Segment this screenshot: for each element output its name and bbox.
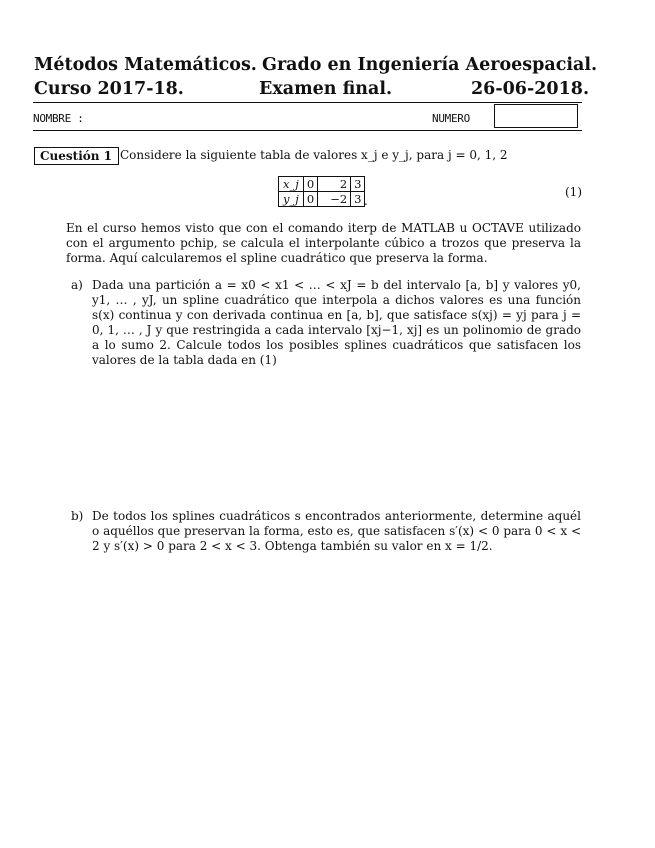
exam-type: Examen final. (259, 79, 393, 99)
question-label: Cuestión 1 (34, 147, 119, 165)
row-header-x: x_j (279, 177, 304, 192)
part-a-text: Dada una partición a = x0 < x1 < … < xJ = b del intervalo [a, b] y valores y0, y1, … , yJ, un spline cuadrático que interpola a dichos valores es una función s(x) continua y con derivada continua en [a, b], que satisface s(xj) = yj para j = 0, 1, … , J y que restringida a cada intervalo [xj−1, xj] es un polinomio de grado a lo sumo 2. Calcule todos los posibles splines cuadráticos que satisfacen los valores de la tabla dada en (1) (92, 278, 581, 367)
part-a-marker: a) (71, 278, 83, 292)
table-cell: 0 (303, 192, 317, 207)
table-cell: 3 (351, 177, 365, 192)
table-row (279, 177, 365, 192)
table-row (279, 192, 365, 207)
numero-label: NUMERO (432, 112, 470, 125)
equation-number: (1) (565, 185, 582, 199)
numero-field[interactable] (494, 104, 578, 128)
table-cell: 0 (303, 177, 317, 192)
exam-date: 26-06-2018. (471, 79, 590, 99)
values-table (278, 176, 365, 207)
course-year: Curso 2017-18. (34, 79, 184, 99)
table-cell: −2 (318, 192, 351, 207)
table-cell: 2 (318, 177, 351, 192)
question-prompt: Considere la siguiente tabla de valores x_j e y_j, para j = 0, 1, 2 (120, 148, 508, 162)
part-b-marker: b) (71, 509, 84, 523)
part-b-text: De todos los splines cuadráticos s encontrados anteriormente, determine aquél o aquéllos que preservan la forma, esto es, que satisfacen s′(x) < 0 para 0 < x < 2 y s′(x) > 0 para 2 < x < 3. Obtenga también su valor en x = 1/2. (92, 509, 581, 553)
row-header-y: y_j (279, 192, 304, 207)
subject-title: Métodos Matemáticos. (34, 55, 257, 75)
nombre-label: NOMBRE : (33, 112, 84, 125)
intro-paragraph: En el curso hemos visto que con el comando iterp de MATLAB u OCTAVE utilizado con el argumento pchip, se calcula el interpolante cúbico a trozos que preserva la forma. Aquí calcularemos el spline cuadrático que preserva la forma. (66, 221, 581, 265)
table-period: . (364, 194, 368, 208)
top-rule (33, 102, 582, 103)
degree-title: Grado en Ingeniería Aeroespacial. (262, 55, 598, 75)
bottom-rule (33, 130, 582, 131)
table-cell: 3 (351, 192, 365, 207)
